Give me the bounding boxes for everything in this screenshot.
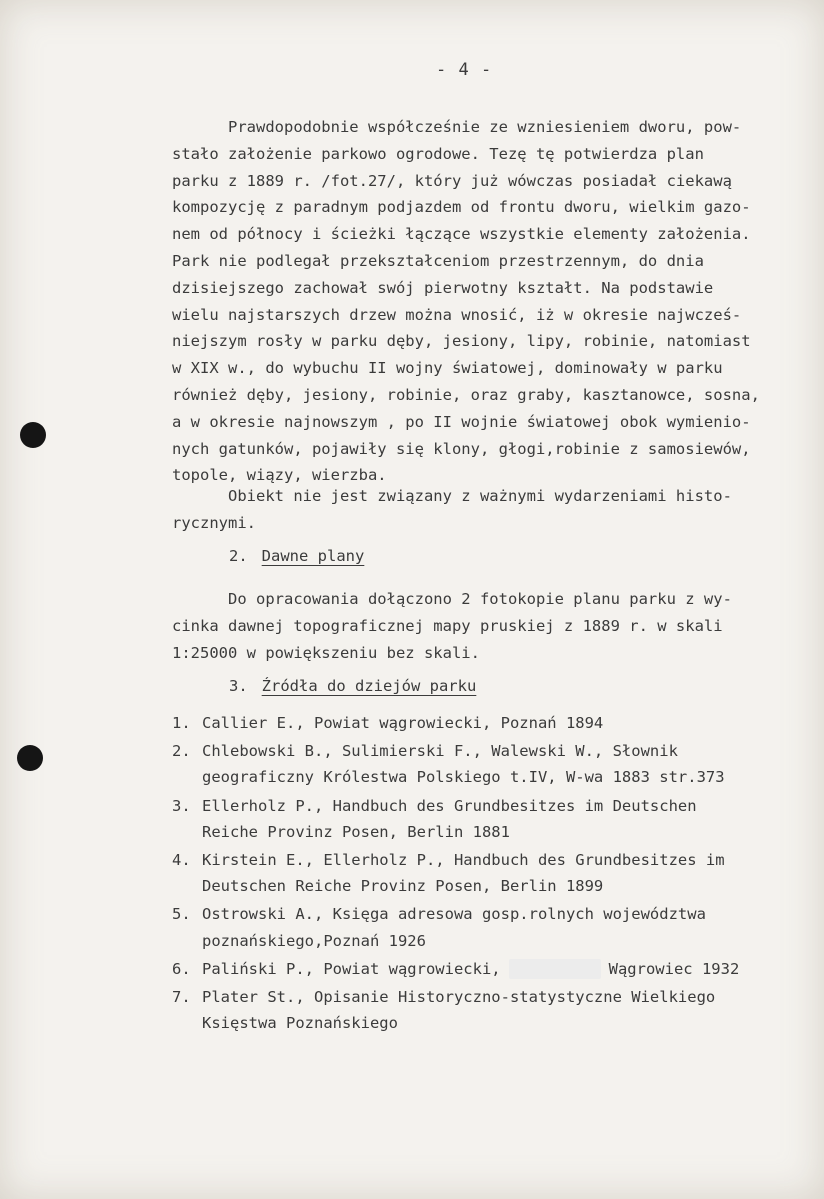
section-heading-sources: 3. Źródła do dziejów parku [229,677,477,695]
section-heading-old-plans: 2. Dawne plany [229,547,365,565]
source-item: 7. Plater St., Opisanie Historyczno-statystyczne Wielkiego Księstwa Poznańskiego [172,988,716,1033]
punch-hole [20,422,46,448]
paragraph-historical-events: Obiekt nie jest związany z ważnymi wydarzeniami histo- rycznymi. [172,487,732,532]
source-item: 4. Kirstein E., Ellerholz P., Handbuch des Grundbesitzes im Deutschen Reiche Provinz Posen, Berlin 1899 [172,851,725,896]
paragraph-old-plans: Do opracowania dołączono 2 fotokopie planu parku z wy- cinka dawnej topograficznej mapy pruskiej z 1889 r. w skali 1:25000 w powiększeniu bez skali. [172,590,732,662]
source-item: 3. Ellerholz P., Handbuch des Grundbesitzes im Deutschen Reiche Provinz Posen, Berlin 1881 [172,796,697,841]
source-item: 6. Paliński P., Powiat wągrowiecki, Wągrowiec 1932 [172,959,740,978]
source-item: 5. Ostrowski A., Księga adresowa gosp.rolnych województwa poznańskiego,Poznań 1926 [172,905,706,950]
paragraph-park-history: Prawdopodobnie współcześnie ze wzniesieniem dworu, pow- stało założenie parkowo ogrodowe. Tezę tę potwierdza plan parku z 1889 r. /fot.27/, który już wówczas posiadał ciekawą kompozycję z paradnym podjazdem od frontu dworu, wielkim gazo- nem od północy i ścieżki łączące wszystkie elementy założenia. Park nie podlegał przekształceniom przestrzennym, do dnia dzisiejszego zachował swój pierwotny kształt. Na podstawie wielu najstarszych drzew można wnosić, iż w okresie najwcześ- niejszym rosły w parku dęby, jesiony, lipy, robinie, natomiast w XIX w., do wybuchu II wojny światowej, dominowały w parku również dęby, jesiony, robinie, oraz graby, kasztanowce, sosna, a w okresie najnowszym , po II wojnie światowej obok wymienio- nych gatunków, pojawiły się klony, głogi,robinie z samosiewów, topole, wiązy, wierzba. [172,118,760,485]
source-item: 2. Chlebowski B., Sulimierski F., Walewski W., Słownik geograficzny Królestwa Polskiego t.IV, W-wa 1883 str.373 [172,742,725,787]
punch-hole [17,745,43,771]
page-number: - 4 - [436,60,493,80]
sources-list [172,710,739,1036]
source-item: 1. Callier E., Powiat wągrowiecki, Poznań 1894 [172,714,604,732]
redaction-mark [509,959,601,979]
